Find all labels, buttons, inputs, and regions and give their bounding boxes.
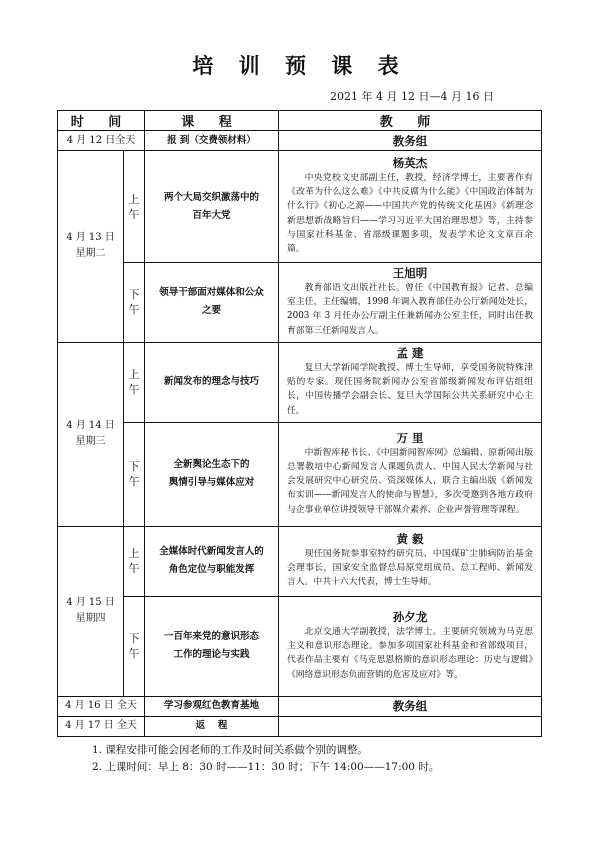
- teacher-cell: 教务组: [279, 696, 542, 716]
- course-line: 百年大党: [192, 209, 231, 221]
- header-teacher: 教 师: [279, 111, 542, 131]
- table-row: [58, 151, 542, 263]
- table-row: [58, 263, 542, 343]
- course-line: 一百年来党的意识形态: [163, 631, 259, 643]
- note-item: 2. 上课时间：早上 8：30 时——11：30 时；下午 14:00——17:00 时。: [92, 761, 440, 773]
- date-cell: [58, 151, 124, 343]
- teacher-cell: 教务组: [279, 131, 542, 151]
- teacher-cell: [279, 342, 542, 422]
- course-cell: 学习参观红色教育基地: [145, 696, 279, 716]
- table-row: [58, 526, 542, 596]
- table-row: [58, 422, 542, 526]
- course-cell: [145, 526, 279, 596]
- teacher-bio: 中央党校文史部副主任，教授，经济学博士，主要著作有《改革为什么这么难》《中共反腐为什么能》《中国政治体制为什么行》《初心之源——中国共产党的传统文化基因》《新理念新思想新战略旨归——学习习近平大国治理思想》等，主持参与国家社科基金、省部级课题多项，发表学术论文文章百余篇。: [287, 172, 533, 254]
- period-label: 下午: [128, 632, 140, 661]
- teacher-bio: 教育部语文出版社社长。曾任《中国教育报》记者、总编室主任，主任编辑，1998 年调入教育部任办公厅新闻处处长，2003 年 3 月任办公厅副主任兼新闻办公室主任，同时出任教育部第三任新闻发言人。: [287, 283, 533, 336]
- teacher-name: 孟 建: [396, 345, 424, 360]
- pm-cell: [124, 596, 145, 696]
- teacher-cell: [279, 263, 542, 343]
- course-line: 舆情引导与媒体应对: [168, 477, 255, 489]
- teacher-cell: [279, 596, 542, 696]
- course-cell: 返 程: [145, 716, 279, 736]
- date-cell: 4 月 16 日 全天: [58, 696, 145, 716]
- table-row: [58, 696, 542, 716]
- date-cell: 4 月 12 日全天: [58, 131, 145, 151]
- teacher-bio: 现任国务院参事室特约研究员、中国煤矿尘肺病防治基金会理事长，国家安全监督总局原党组成员、总工程师、新闻发言人。中共十六大代表，博士生导师。: [287, 549, 533, 588]
- date-label: 4 月 13 日: [66, 232, 115, 244]
- course-cell: [145, 596, 279, 696]
- course-cell: 报 到（交费领材料）: [145, 131, 279, 151]
- weekday-label: 星期四: [75, 613, 106, 625]
- note-item: 1. 课程安排可能会因老师的工作及时间关系做个别的调整。: [92, 744, 368, 756]
- period-label: 下午: [128, 288, 140, 317]
- date-label: 4 月 14 日: [66, 420, 115, 432]
- date-cell: [58, 342, 124, 526]
- teacher-name: 杨英杰: [392, 155, 428, 170]
- period-label: 下午: [128, 460, 140, 489]
- course-cell: [145, 263, 279, 343]
- header-course: 课 程: [145, 111, 279, 131]
- course-line: 两个大局交织激荡中的: [163, 191, 259, 203]
- pm-cell: [124, 422, 145, 526]
- teacher-name: 万 里: [396, 430, 424, 445]
- course-line: 领导干部面对媒体和公众: [159, 287, 264, 299]
- teacher-cell: [279, 716, 542, 736]
- header-row: [58, 111, 542, 131]
- course-line: 角色定位与职能发挥: [168, 564, 255, 576]
- table-row: [58, 716, 542, 736]
- course-cell: [145, 342, 279, 422]
- teacher-cell: [279, 151, 542, 263]
- schedule-table: [57, 110, 542, 737]
- teacher-name: 黄 毅: [396, 532, 424, 546]
- page-title: 培 训 预 课 表: [192, 54, 408, 78]
- teacher-name: 孙夕龙: [392, 609, 428, 624]
- teacher-cell: [279, 526, 542, 596]
- teacher-bio: 中新智库秘书长、《中国新闻智库网》总编辑、原新闻出版总署教培中心新闻发言人课题负责人、中国人民大学新闻与社会发展研究中心研究员、资深媒体人，联合主编出版《新闻发布实训——新闻发言人的使命与智慧》，多次受邀到各地方政府与企事业单位讲授领导干部媒介素养、企业声誉管理等课程。: [287, 447, 533, 515]
- date-range: 2021 年 4 月 12 日—4 月 16 日: [330, 90, 494, 103]
- pm-cell: [124, 263, 145, 343]
- table-row: [58, 131, 542, 151]
- teacher-bio: 复旦大学新闻学院教授、博士生导师，享受国务院特殊津贴的专家。现任国务院新闻办公室省部级新闻发布评估组组长，中国传播学会副会长、复旦大学国际公共关系研究中心主任。: [287, 362, 533, 416]
- course-line: 工作的理论与实践: [173, 649, 250, 661]
- teacher-name: 王旭明: [392, 266, 428, 280]
- course-line: 新闻发布的理念与技巧: [163, 376, 259, 388]
- course-line: 之要: [201, 305, 221, 317]
- notes: [92, 742, 439, 776]
- am-cell: [124, 342, 145, 422]
- teacher-cell: [279, 422, 542, 526]
- course-line: 全媒体时代新闻发言人的: [159, 546, 264, 558]
- course-cell: [145, 422, 279, 526]
- header-time: 时 间: [58, 111, 145, 131]
- am-cell: [124, 151, 145, 263]
- table-row: [58, 596, 542, 696]
- period-label: 上午: [128, 368, 140, 397]
- course-line: 全新舆论生态下的: [173, 459, 250, 471]
- date-cell: [58, 526, 124, 696]
- date-cell: 4 月 17 日 全天: [58, 716, 145, 736]
- course-cell: [145, 151, 279, 263]
- period-label: 上午: [128, 547, 140, 576]
- date-label: 4 月 15 日: [66, 597, 115, 609]
- table-row: [58, 342, 542, 422]
- period-label: 上午: [128, 192, 140, 221]
- teacher-bio: 北京交通大学副教授，法学博士。主要研究领域为马克思主义和意识形态理论。参加多项国家社科基金和省部级项目，代表作品主要有《马克思恩格斯的意识形态理论：历史与逻辑》《网络意识形态负面营销的危害及应对》等。: [287, 626, 533, 680]
- weekday-label: 星期三: [75, 436, 106, 448]
- weekday-label: 星期二: [75, 248, 106, 260]
- am-cell: [124, 526, 145, 596]
